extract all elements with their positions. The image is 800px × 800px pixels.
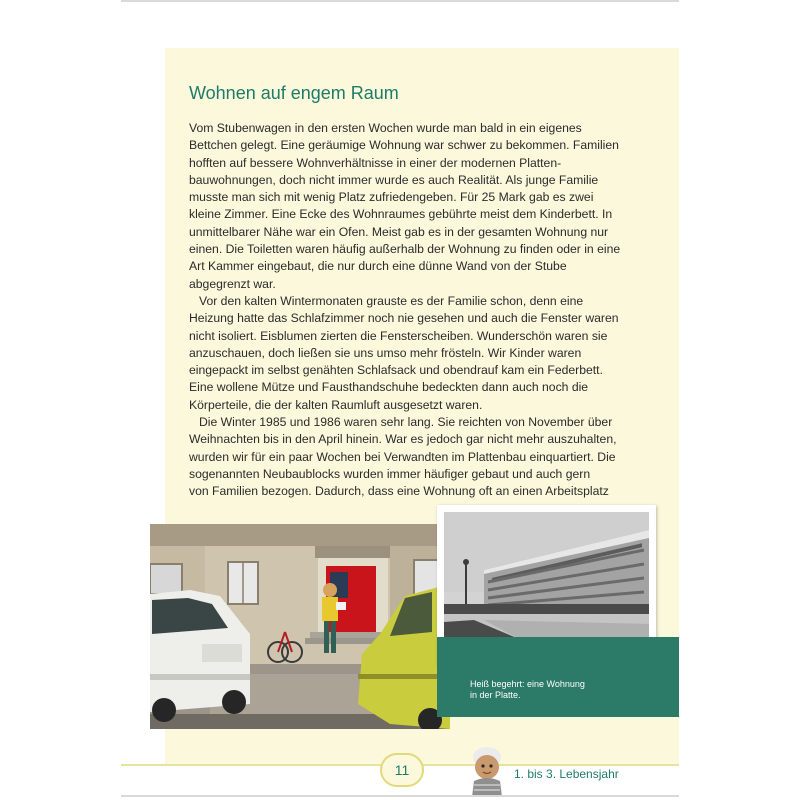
baby-mascot-icon xyxy=(462,745,512,797)
paragraph-3-continued: von Familien bezogen. Dadurch, dass eine Wohnung oft an einen Arbeitsplatz xyxy=(189,484,609,499)
paragraph-3: Die Winter 1985 und 1986 waren sehr lang. Sie reichten von November über Weihnachten bis in den April hinein. War es jedoch gar nicht mehr auszuhalten, wurden wir für ein paar Wochen bei Verwandten im Plattenbau einquartiert. Die sogenannten Neubaublocks wurden immer häufiger gebaut und auch gern xyxy=(189,415,617,481)
paragraph-2: Vor den kalten Wintermonaten grauste es der Familie schon, denn eine Heizung hatte das Schlafzimmer noch nie gesehen und auch die Fenster waren nicht isoliert. Eisblumen zierten die Fensterscheiben. Wunderschön waren sie anzuschauen, doch ließen sie uns umso mehr frösteln. Wir Kinder waren eingepackt im selbst genähten Schlafsack und obendrauf kam ein Federbett. Eine wollene Mütze und Fausthandschuhe bedeckten dann auch noch die Körperteile, die der kalten Raumluft ausgesetzt waren. xyxy=(189,293,619,412)
page-edge-top xyxy=(121,0,679,2)
section-label: 1. bis 3. Lebensjahr xyxy=(514,767,619,781)
page-edge-bottom xyxy=(121,795,679,797)
street-with-cars-and-woman-photo xyxy=(150,524,450,729)
caption-box xyxy=(437,637,679,717)
photo-caption xyxy=(470,679,600,701)
page-title: Wohnen auf engem Raum xyxy=(189,83,399,103)
caption-line-1: Heiß begehrt: eine Wohnung xyxy=(470,679,585,689)
article-body xyxy=(189,120,621,501)
paragraph-1: Vom Stubenwagen in den ersten Wochen wurde man bald in ein eigenes Bettchen gelegt. Eine geräumige Wohnung war schwer zu bekommen. Familien hofften auf bessere Wohnverhältnisse in einer der modernen Platten-bauwohnungen, doch nicht immer wurde es auch Realität. Als junge Familie musste man sich mit wenig Platz zufriedengeben. Für 25 Mark gab es zwei kleine Zimmer. Eine Ecke des Wohnraumes gebührte meist dem Kinderbett. In unmittelbarer Nähe war ein Ofen. Meist gab es in der gesamten Wohnung nur einen. Die Toiletten waren häufig außerhalb der Wohnung zu finden oder in eine Art Kammer eingebaut, die nur durch eine dünne Wand von der Stube abgegrenzt war. xyxy=(189,121,621,291)
caption-line-2: in der Platte. xyxy=(470,690,521,700)
page-number: 11 xyxy=(394,762,410,778)
